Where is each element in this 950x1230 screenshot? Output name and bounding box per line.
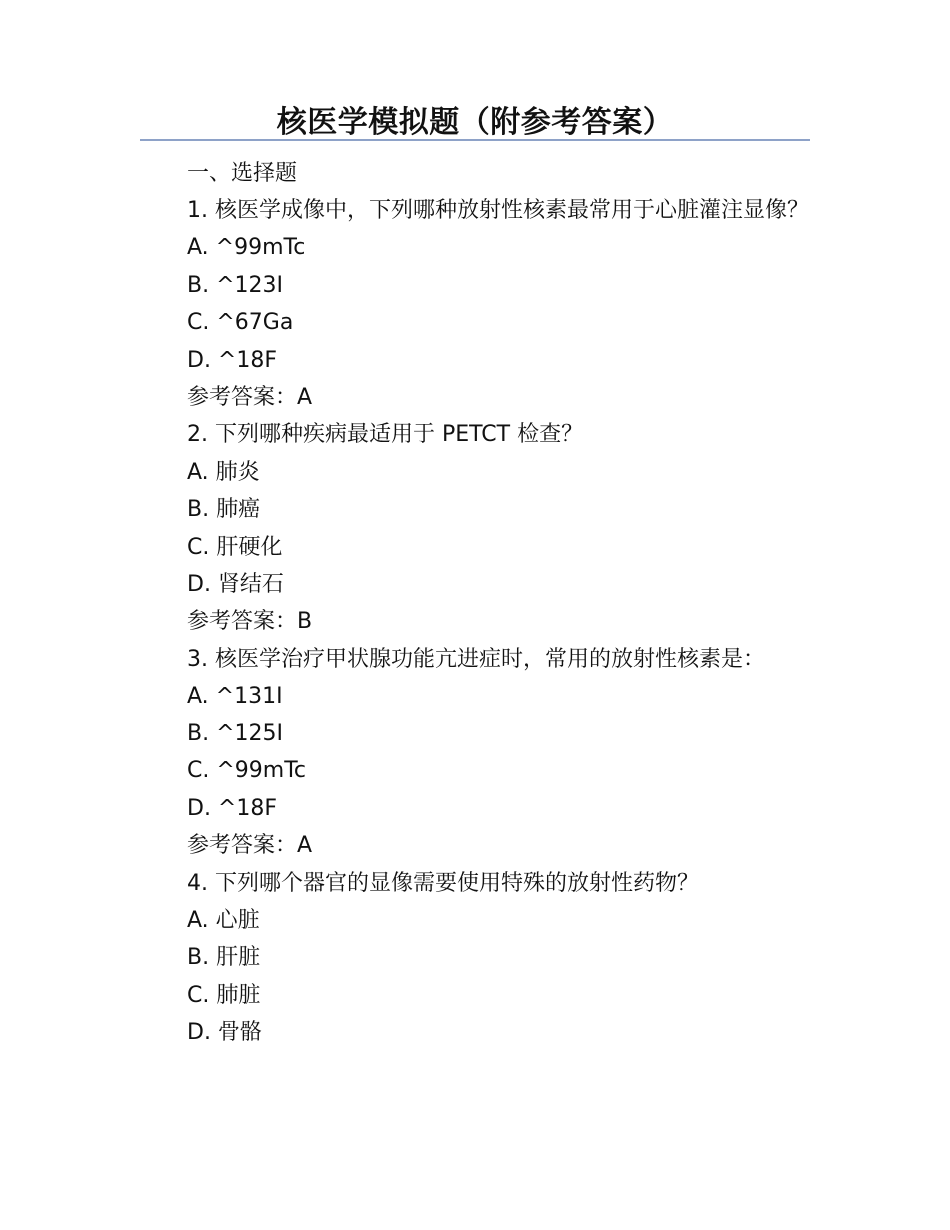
option-4-b: B. 肝脏 (187, 945, 261, 971)
answer-1: 参考答案：A (187, 384, 313, 410)
option-2-b: B. 肺癌 (187, 497, 261, 523)
document-title: 核医学模拟题（附参考答案） (276, 105, 674, 140)
document-body (140, 155, 812, 1052)
option-2-c: C. 肝硬化 (187, 534, 283, 560)
option-1-d: D. ^18F (187, 347, 278, 373)
option-1-a: A. ^99mTc (187, 235, 306, 261)
question-stem-2: 2. 下列哪种疾病最适用于 PETCT 检查？ (187, 422, 584, 448)
question-stem-1: 1. 核医学成像中，下列哪种放射性核素最常用于心脏灌注显像？ (187, 198, 809, 224)
option-1-b: B. ^123I (187, 272, 283, 298)
option-3-a: A. ^131I (187, 683, 283, 709)
option-4-c: C. 肺脏 (187, 982, 261, 1008)
option-3-d: D. ^18F (187, 795, 278, 821)
question-stem-4: 4. 下列哪个器官的显像需要使用特殊的放射性药物？ (187, 870, 699, 896)
option-4-d: D. 骨骼 (187, 1020, 262, 1046)
option-2-a: A. 肺炎 (187, 459, 260, 485)
answer-3: 参考答案：A (187, 833, 313, 859)
option-4-a: A. 心脏 (187, 908, 260, 934)
option-3-c: C. ^99mTc (187, 758, 307, 784)
question-stem-3: 3. 核医学治疗甲状腺功能亢进症时，常用的放射性核素是： (187, 646, 765, 672)
section-heading: 一、选择题 (187, 161, 298, 186)
option-3-b: B. ^125I (187, 721, 283, 747)
option-2-d: D. 肾结石 (187, 571, 284, 597)
answer-2: 参考答案：B (187, 609, 313, 635)
option-1-c: C. ^67Ga (187, 310, 294, 336)
title-underline (140, 139, 810, 141)
